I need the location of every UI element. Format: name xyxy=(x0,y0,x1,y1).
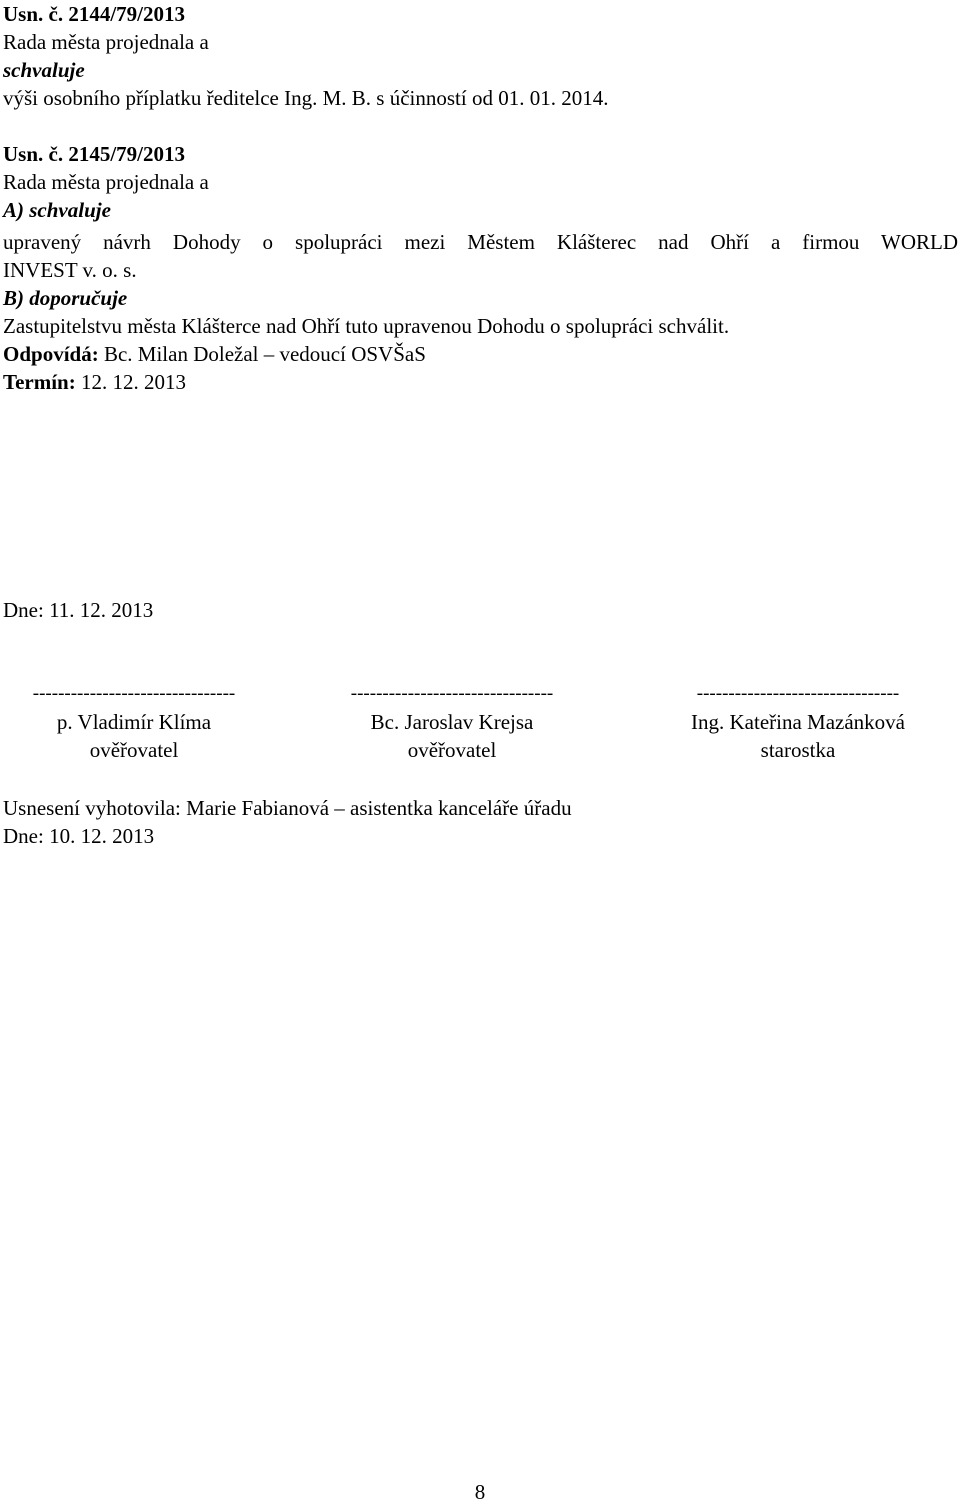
signature-line: -------------------------------- xyxy=(32,683,236,704)
signer-name: Ing. Kateřina Mazánková xyxy=(691,710,905,734)
prepared-date: Dne: 10. 12. 2013 xyxy=(3,824,155,848)
signer-name: p. Vladimír Klíma xyxy=(56,710,212,734)
page-number: 8 xyxy=(474,1480,486,1504)
responsible-label: Odpovídá: xyxy=(3,342,99,366)
signature-block-3 xyxy=(648,680,948,764)
signer-role: ověřovatel xyxy=(89,738,179,762)
prepared-by: Usnesení vyhotovila: Marie Fabianová – asistentka kanceláře úřadu xyxy=(3,796,572,820)
resolution-1-verb: schvaluje xyxy=(3,58,85,82)
deadline-label: Termín: xyxy=(3,370,76,394)
signer-role: starostka xyxy=(760,738,836,762)
resolution-2-verb-a: A) schvaluje xyxy=(3,198,111,222)
meeting-date: Dne: 11. 12. 2013 xyxy=(3,598,154,622)
resolution-1-council: Rada města projednala a xyxy=(3,30,209,54)
deadline-value: 12. 12. 2013 xyxy=(75,370,186,394)
resolution-2-verb-b: B) doporučuje xyxy=(3,286,128,310)
resolution-2-text-a-line2: INVEST v. o. s. xyxy=(3,258,137,282)
resolution-2-text-a-line1: upravený návrh Dohody o spolupráci mezi Městem Klášterec nad Ohří a firmou WORLD xyxy=(3,230,958,254)
responsible-value: Bc. Milan Doležal – vedoucí OSVŠaS xyxy=(98,342,426,366)
resolution-2-responsible xyxy=(3,340,426,368)
signature-block-2 xyxy=(302,680,602,764)
resolution-2-council: Rada města projednala a xyxy=(3,170,209,194)
signer-role: ověřovatel xyxy=(407,738,497,762)
signature-block-1 xyxy=(0,680,284,764)
signature-line: -------------------------------- xyxy=(696,683,900,704)
resolution-2-text-b: Zastupitelstvu města Klášterce nad Ohří tuto upravenou Dohodu o spolupráci schválit. xyxy=(3,314,730,338)
resolution-1-text: výši osobního příplatku ředitelce Ing. M. B. s účinností od 01. 01. 2014. xyxy=(3,86,609,110)
resolution-1-number: Usn. č. 2144/79/2013 xyxy=(3,2,186,26)
resolution-2-deadline xyxy=(3,368,186,396)
signature-line: -------------------------------- xyxy=(350,683,554,704)
signer-name: Bc. Jaroslav Krejsa xyxy=(370,710,534,734)
resolution-2-number: Usn. č. 2145/79/2013 xyxy=(3,142,186,166)
